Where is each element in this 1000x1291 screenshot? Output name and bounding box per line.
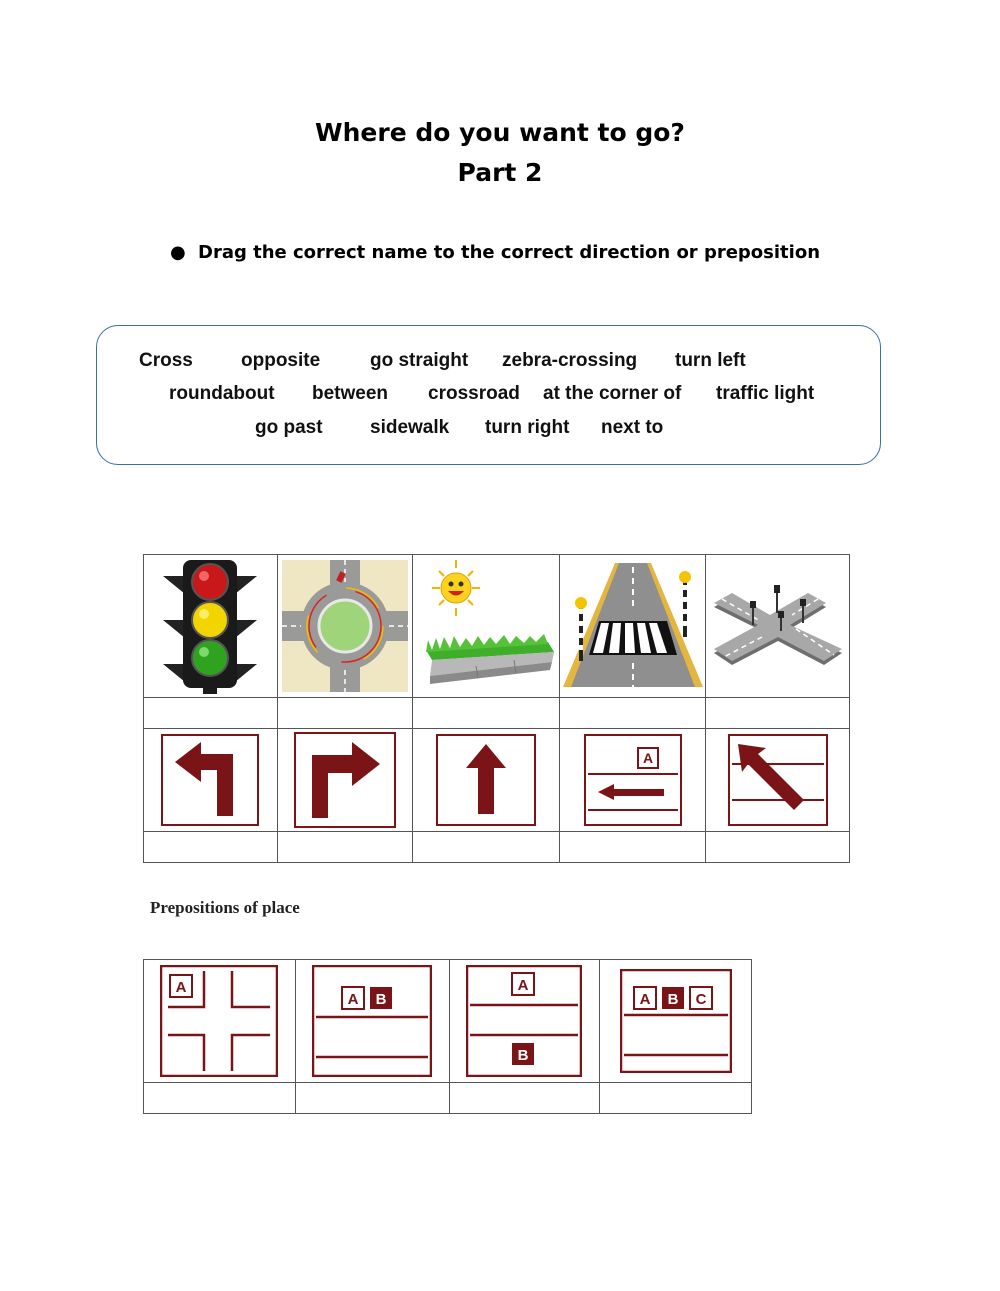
answer-drop-zone[interactable] xyxy=(413,832,560,863)
answer-drop-zone[interactable] xyxy=(295,1083,449,1114)
bullet-icon: ● xyxy=(170,242,186,263)
sign-cell xyxy=(560,729,706,832)
word-traffic-light[interactable]: traffic light xyxy=(716,383,815,404)
word-turn-right[interactable]: turn right xyxy=(485,417,570,438)
word-next-to[interactable]: next to xyxy=(601,417,664,438)
turn-right-arrow-icon xyxy=(294,732,396,828)
picture-cell xyxy=(277,555,413,698)
word-turn-left[interactable]: turn left xyxy=(675,350,746,371)
traffic-light-icon xyxy=(155,558,265,694)
answer-drop-zone[interactable] xyxy=(277,832,413,863)
sign-cell xyxy=(144,729,278,832)
picture-cell xyxy=(144,555,278,698)
picture-cell xyxy=(706,555,850,698)
picture-cell xyxy=(560,555,706,698)
prepositions-heading: Prepositions of place xyxy=(150,898,300,917)
sign-cell xyxy=(600,960,752,1083)
directions-grid xyxy=(143,554,850,863)
between-a-label: A xyxy=(639,991,651,1008)
answer-drop-zone[interactable] xyxy=(413,698,560,729)
roundabout-icon xyxy=(282,560,408,692)
sign-cell xyxy=(144,960,296,1083)
next-to-b-label: B xyxy=(375,991,387,1008)
go-past-box-label: A xyxy=(642,750,653,766)
answer-drop-zone[interactable] xyxy=(560,832,706,863)
word-opposite[interactable]: opposite xyxy=(241,350,321,371)
answer-drop-zone[interactable] xyxy=(449,1083,600,1114)
answer-drop-zone[interactable] xyxy=(706,832,850,863)
zebra-crossing-icon xyxy=(563,563,703,689)
word-between[interactable]: between xyxy=(312,383,389,404)
go-straight-arrow-icon xyxy=(436,734,536,826)
answer-drop-zone[interactable] xyxy=(706,698,850,729)
word-bank xyxy=(96,325,881,465)
cross-road-arrow-icon xyxy=(728,734,828,826)
word-at-the-corner-of[interactable]: at the corner of xyxy=(543,383,682,404)
word-crossroad[interactable]: crossroad xyxy=(428,383,520,404)
word-sidewalk[interactable]: sidewalk xyxy=(370,417,450,438)
page-subtitle: Part 2 xyxy=(457,158,543,187)
word-go-past[interactable]: go past xyxy=(255,417,323,438)
between-icon xyxy=(620,969,732,1073)
turn-left-arrow-icon xyxy=(161,734,259,826)
next-to-icon xyxy=(312,965,432,1077)
crossroad-icon xyxy=(710,571,846,681)
at-the-corner-of-icon xyxy=(160,965,278,1077)
instruction-text: Drag the correct name to the correct direction or preposition xyxy=(198,242,821,263)
sign-cell xyxy=(449,960,600,1083)
next-to-a-label: A xyxy=(347,991,359,1008)
sidewalk-icon xyxy=(416,558,556,694)
answer-drop-zone[interactable] xyxy=(600,1083,752,1114)
between-c-label: C xyxy=(695,991,707,1008)
corner-box-label: A xyxy=(175,979,187,996)
sign-cell xyxy=(413,729,560,832)
go-past-arrow-icon xyxy=(584,734,682,826)
answer-drop-zone[interactable] xyxy=(144,832,278,863)
word-go-straight[interactable]: go straight xyxy=(370,350,469,371)
answer-drop-zone[interactable] xyxy=(144,698,278,729)
page-title: Where do you want to go? xyxy=(315,118,685,147)
opposite-icon xyxy=(466,965,582,1077)
sign-cell xyxy=(295,960,449,1083)
answer-drop-zone[interactable] xyxy=(277,698,413,729)
word-zebra-crossing[interactable]: zebra-crossing xyxy=(502,350,638,371)
sign-cell xyxy=(706,729,850,832)
prepositions-grid xyxy=(143,959,752,1114)
sign-cell xyxy=(277,729,413,832)
picture-cell xyxy=(413,555,560,698)
instruction xyxy=(170,242,820,263)
between-b-label: B xyxy=(667,991,679,1008)
word-cross[interactable]: Cross xyxy=(139,350,193,371)
opposite-b-label: B xyxy=(517,1047,529,1064)
opposite-a-label: A xyxy=(517,977,529,994)
word-roundabout[interactable]: roundabout xyxy=(169,383,275,404)
answer-drop-zone[interactable] xyxy=(560,698,706,729)
answer-drop-zone[interactable] xyxy=(144,1083,296,1114)
